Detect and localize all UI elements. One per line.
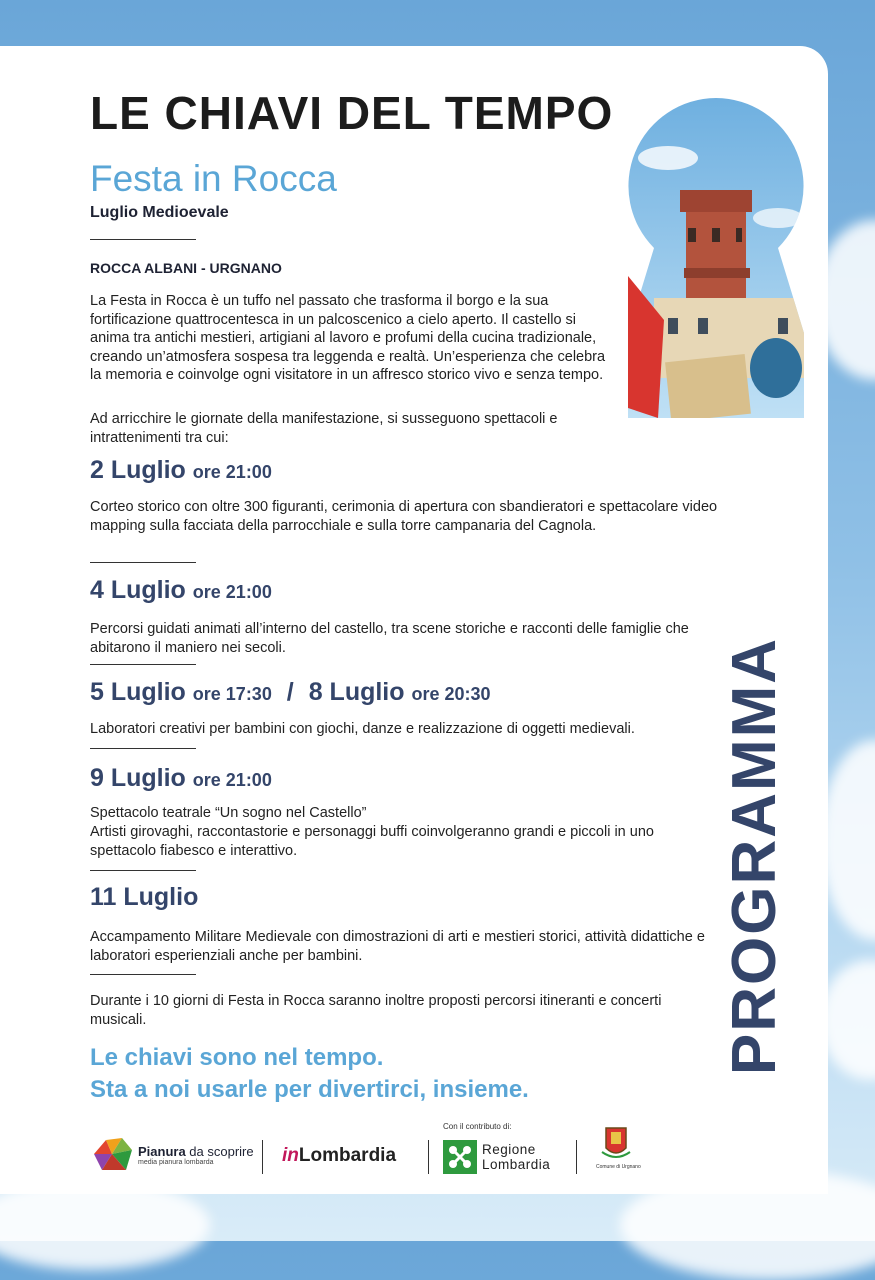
regione-lombardia-logo-icon bbox=[443, 1140, 477, 1174]
closing-message bbox=[90, 1042, 529, 1106]
event-time: ore 21:00 bbox=[192, 462, 272, 482]
closing-line: Le chiavi sono nel tempo. bbox=[90, 1044, 384, 1071]
event-date-text: 8 Luglio bbox=[308, 678, 405, 706]
side-label: PROGRAMMA bbox=[720, 636, 789, 1076]
event-description-title: Spettacolo teatrale “Un sogno nel Castello” bbox=[90, 805, 367, 821]
divider bbox=[576, 1140, 577, 1174]
pianura-logo-icon bbox=[90, 1134, 134, 1174]
event-date-text: 5 Luglio bbox=[90, 678, 186, 706]
event-date-text: 11 Luglio bbox=[90, 883, 199, 911]
divider bbox=[90, 664, 196, 665]
event-time: ore 20:30 bbox=[411, 684, 491, 704]
event-date bbox=[90, 456, 272, 485]
page-title: LE CHIAVI DEL TEMPO bbox=[90, 87, 614, 139]
regione-lombardia-text bbox=[482, 1142, 550, 1172]
cloud bbox=[820, 740, 875, 940]
logo-text: Regione bbox=[482, 1142, 536, 1157]
event-time: ore 21:00 bbox=[192, 770, 272, 790]
event-date-text: 9 Luglio bbox=[90, 764, 186, 792]
event-date bbox=[90, 883, 198, 912]
keyhole-castle-illustration bbox=[628, 98, 804, 418]
logo-text: Lombardia bbox=[298, 1145, 397, 1166]
inlombardia-logo bbox=[282, 1145, 396, 1167]
subtitle: Festa in Rocca bbox=[90, 158, 337, 199]
tagline: Luglio Medioevale bbox=[90, 204, 229, 221]
event-date bbox=[90, 576, 272, 605]
cloud bbox=[820, 960, 875, 1080]
flyer-card bbox=[0, 46, 828, 1194]
date-separator: / bbox=[286, 678, 294, 706]
intro-paragraph-2: Ad arricchire le giornate della manifestazione, si susseguono spettacoli e intrattenimenti tra cui: bbox=[90, 411, 558, 446]
pianura-logo-subtitle: media pianura lombarda bbox=[138, 1159, 214, 1166]
event-description: Artisti girovaghi, raccontastorie e personaggi buffi coinvolgeranno grandi e piccoli in uno spettacolo fiabesco e interattivo. bbox=[90, 824, 654, 859]
logo-text: in bbox=[282, 1145, 299, 1166]
divider bbox=[90, 974, 196, 975]
closing-line: Sta a noi usarle per divertirci, insieme. bbox=[90, 1076, 529, 1103]
event-date bbox=[90, 678, 491, 707]
comune-crest-icon bbox=[600, 1122, 632, 1162]
divider bbox=[262, 1140, 263, 1174]
comune-label: Comune di Urgnano bbox=[596, 1164, 641, 1170]
event-description: Laboratori creativi per bambini con giochi, danze e realizzazione di oggetti medievali. bbox=[90, 721, 635, 737]
divider bbox=[90, 870, 196, 871]
location: ROCCA ALBANI - URGNANO bbox=[90, 260, 282, 276]
event-description: Percorsi guidati animati all’interno del castello, tra scene storiche e racconti delle famiglie che abitarono il maniero nei secoli. bbox=[90, 621, 689, 656]
event-description: Corteo storico con oltre 300 figuranti, cerimonia di apertura con sbandieratori e spettacolare video mapping sulla facciata della parrocchiale e sulla torre campanaria del Cagnola. bbox=[90, 499, 718, 534]
event-time: ore 17:30 bbox=[192, 684, 272, 704]
divider bbox=[90, 748, 196, 749]
pianura-logo-text bbox=[138, 1144, 254, 1159]
contributo-label: Con il contributo di: bbox=[443, 1122, 512, 1131]
divider bbox=[90, 562, 196, 563]
event-date-text: 2 Luglio bbox=[90, 456, 186, 484]
event-date bbox=[90, 764, 272, 793]
logo-text: Lombardia bbox=[482, 1157, 551, 1172]
intro-paragraph: La Festa in Rocca è un tuffo nel passato che trasforma il borgo e la sua fortificazione quattrocentesca in un palcoscenico a cielo aperto. Il castello si anima tra antichi mestieri, artigiani al lavoro e profumi della cucina tradizionale, creando un’atmosfera sospesa tra leggenda e realtà. Un’esperienza che celebra la memoria e coinvolge ogni visitatore in un affresco storico vivo e senza tempo. bbox=[90, 293, 606, 383]
event-time: ore 21:00 bbox=[192, 582, 272, 602]
event-date-text: 4 Luglio bbox=[90, 576, 186, 604]
logo-text: Pianura bbox=[138, 1144, 186, 1159]
outro-text: Durante i 10 giorni di Festa in Rocca saranno inoltre proposti percorsi itineranti e concerti musicali. bbox=[90, 993, 662, 1028]
event-description: Accampamento Militare Medievale con dimostrazioni di arti e mestieri storici, attività didattiche e laboratori esperienziali anche per bambini. bbox=[90, 929, 705, 964]
divider bbox=[90, 239, 196, 240]
logo-text: da scoprire bbox=[185, 1144, 254, 1159]
divider bbox=[428, 1140, 429, 1174]
